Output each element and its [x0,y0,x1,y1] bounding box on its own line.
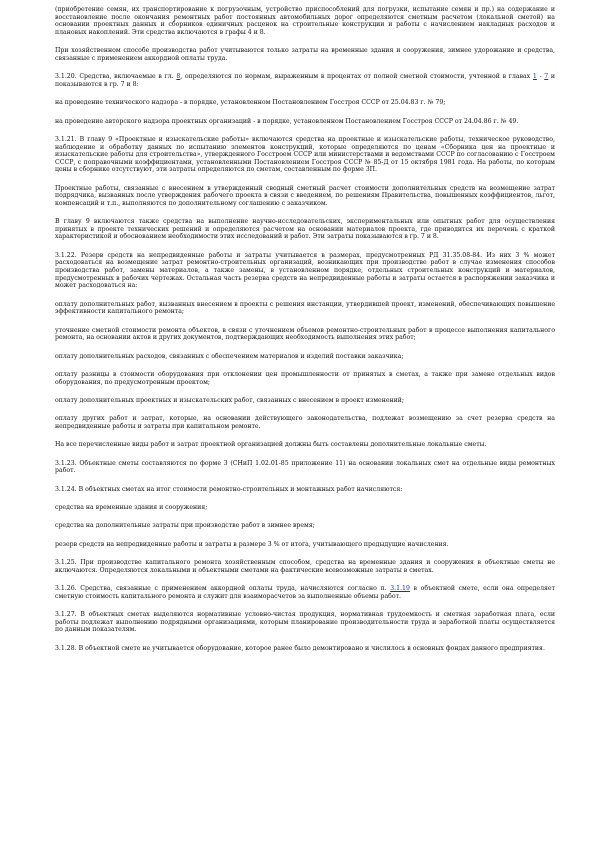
paragraph [55,185,555,208]
paragraph-text: оплату разницы в стоимости оборудования при отклонении цен промышленности от принятых в сметах, а также при замене отдельных видов оборудования, по предусмотренным проектом; [55,370,555,386]
paragraph [55,559,555,574]
paragraph-text: средства на дополнительные затраты при производстве работ в зимнее время; [55,522,315,530]
paragraph-text: (приобретение семян, их транспортирование к погрузочным, устройство приспособлений для погрузки, испытание семян и пр.) на содержание и восстановление после окончания ремонтных работ постоянных автомобильных дорог определяются сметным расчетом (локальной сметой) на основании проектных данных и сборников единичных расценок на строительные конструкции и работы с начислением накладных расходов и плановых накоплений. Эти средства включаются в графы 4 и 8. [55,6,555,36]
paragraph-text: 3.1.21. В главу 9 «Проектные и изыскательские работы» включаются средства на проектные и изыскательские работы, техническое руководство, наблюдение и обработку данных по испытанию элементов конструкций, которые определяются по ценам «Сборника цен на проектные и изыскательские работы для строительства», утвержденного Госстроем СССР или министерствами и ведомствами СССР по согласованию с Госстроем СССР, с поправочными коэффициентами, установленными Постановлением Госстроя СССР № 85-Д от 15 октября 1981 года. На работы, по которым цены в сборнике отсутствуют, эти затраты определяются по сметам, составленным по форме 3П. [55,135,555,174]
paragraph-text: 3.1.22. Резерв средств на непредвиденные работы и затраты учитывается в размерах, предусмотренных РД 31.35.08-84. Из них 3 % может расходоваться на возмещение затрат ремонтно-строительных организаций, возникающих при производстве работ в случае изменения способов производства работ, замены материалов, а также замены, в установленном порядке, отдельных строительных конструкций и материалов, предусмотренных в рабочих чертежах. Остальная часть резерва средств на непредвиденные работы и затраты остается в распоряжении заказчика и может расходоваться на: [55,251,555,290]
paragraph [55,460,555,475]
paragraph [55,218,555,241]
paragraph-text: Проектные работы, связанные с внесением в утвержденный сводный сметный расчет стоимости дополнительных средств на возмещение затрат подрядчика, вызванных после утверждения рабочего проекта в связи с введением, по решениям Правительства, повышенных коэффициентов, льгот, компенсаций и т.п., выполняются по дополнительному соглашению с заказчиком. [55,184,555,207]
cross-reference-link[interactable]: 3.1.19 [390,585,410,593]
paragraph-text: резерв средств на непредвиденные работы и затраты в размере 3 % от итога, учитывающего предыдущие начисления. [55,540,449,548]
paragraph [55,47,555,62]
paragraph [55,611,555,634]
paragraph-text: 3.1.23. Объектные сметы составляются по форме 3 (СНиП 1.02.01-85 приложение 11) на основании локальных смет на отдельные виды ремонтных работ. [55,459,555,475]
paragraph-text: 3.1.24. В объектных сметах на итог стоимости ремонтно-строительных и монтажных работ начисляются: [55,485,403,493]
paragraph [55,522,555,530]
paragraph [55,504,555,512]
paragraph [55,441,555,449]
paragraph-text: , определяются по нормам, выраженным в процентах от полной сметной стоимости, учтенной в главах [180,73,533,81]
paragraph-text: оплату дополнительных расходов, связанных с обеспечением материалов и изделий поставки заказчика; [55,352,404,360]
paragraph-text: оплату дополнительных работ, вызванных внесением в проекты с решения инстанции, утвердившей проект, изменений, обеспечивающих повышение эффективности капитального ремонта; [55,300,555,316]
paragraph-text: на проведение технического надзора - в порядке, установленном Постановлением Госстроя СССР от 25.04.83 г. № 79; [55,99,446,107]
paragraph [55,371,555,386]
paragraph-text: и показываются в гр. 7 и 8: [55,73,556,88]
cross-reference-link[interactable]: 1 [532,73,537,81]
paragraph-text: 3.1.20. Средства, включаемые в гл. [55,73,177,81]
paragraph [55,397,555,405]
paragraph [55,6,555,36]
paragraph [55,73,555,88]
paragraph [55,585,555,600]
paragraph [55,99,555,107]
paragraph [55,301,555,316]
paragraph-text: При хозяйственном способе производства работ учитываются только затраты на временные здания и сооружения, зимнее удорожание и средства, связанные с применением аккордной оплаты труда. [55,47,555,62]
paragraph-text: 3.1.25. При производстве капитального ремонта хозяйственным способом, средства на временные здания и сооружения в объектные сметы не включаются. Определяются локальными и объектными сметами на фактические всевозможные затраты в сметах. [55,559,555,574]
paragraph [55,645,555,653]
paragraph [55,541,555,549]
paragraph [55,136,555,174]
paragraph [55,252,555,290]
paragraph [55,327,555,342]
cross-reference-link[interactable]: 7 [544,73,549,81]
paragraph [55,415,555,430]
paragraph [55,353,555,361]
paragraph [55,118,555,126]
paragraph-text: - [536,73,545,81]
paragraph-text: средства на временные здания и сооружения; [55,504,208,512]
paragraph-text: оплату других работ и затрат, которые, на основании действующего законодательства, подлежат возмещению за счет резерва средств на непредвиденные работы и затраты при капитальном ремонте. [55,415,555,430]
paragraph-text: на проведение авторского надзора проектных организаций - в порядке, установленном Постановлением Госстроя СССР от 24.04.86 г. № 49. [55,117,519,125]
paragraph [55,486,555,494]
paragraph-text: 3.1.27. В объектных сметах выделяются нормативные условно-чистая продукция, нормативная трудоемкость и сметная заработная плата, если работы подлежат выполнению подрядными организациями, которым планирование производительности труда и заработной платы осуществляется по данным показателям. [55,611,555,634]
paragraph-text: оплату дополнительных проектных и изыскательских работ, связанных с внесением в проект изменений; [55,396,404,404]
paragraph-text: 3.1.26. Средства, связанные с применением аккордной оплаты труда, начисляются согласно п. [55,585,391,593]
paragraph-text: 3.1.28. В объектной смете не учитывается оборудование, которое ранее было демонтировано и числилось в основных фондах данного предприятия. [55,644,545,652]
paragraph-text: На все перечисленные виды работ и затрат проектной организацией должны быть составлены дополнительные локальные сметы. [55,441,487,449]
paragraph-text: уточнение сметной стоимости ремонта объектов, в связи с уточнением объемов ремонтно-строительных работ в процессе выполнения капитального ремонта, на основании актов и других документов, подтверждающих необходимость выполнения этих работ; [55,326,555,342]
cross-reference-link[interactable]: 8 [176,73,181,81]
paragraph-text: В главу 9 включаются также средства на выполнение научно-исследовательских, экспериментальных или опытных работ для осуществления принятых в проекте технических решений и определяются расчетом на основании материалов проекта, где приводится их перечень с краткой характеристикой и обоснованием необходимости этих исследований и работ. Эти затраты показываются в гр. 7 и 8. [55,218,555,241]
paragraph-text: в объектной смете, если она определяет сметную стоимость капитального ремонта и служит для взаиморасчетов за выполненные объемы работ. [55,585,556,600]
